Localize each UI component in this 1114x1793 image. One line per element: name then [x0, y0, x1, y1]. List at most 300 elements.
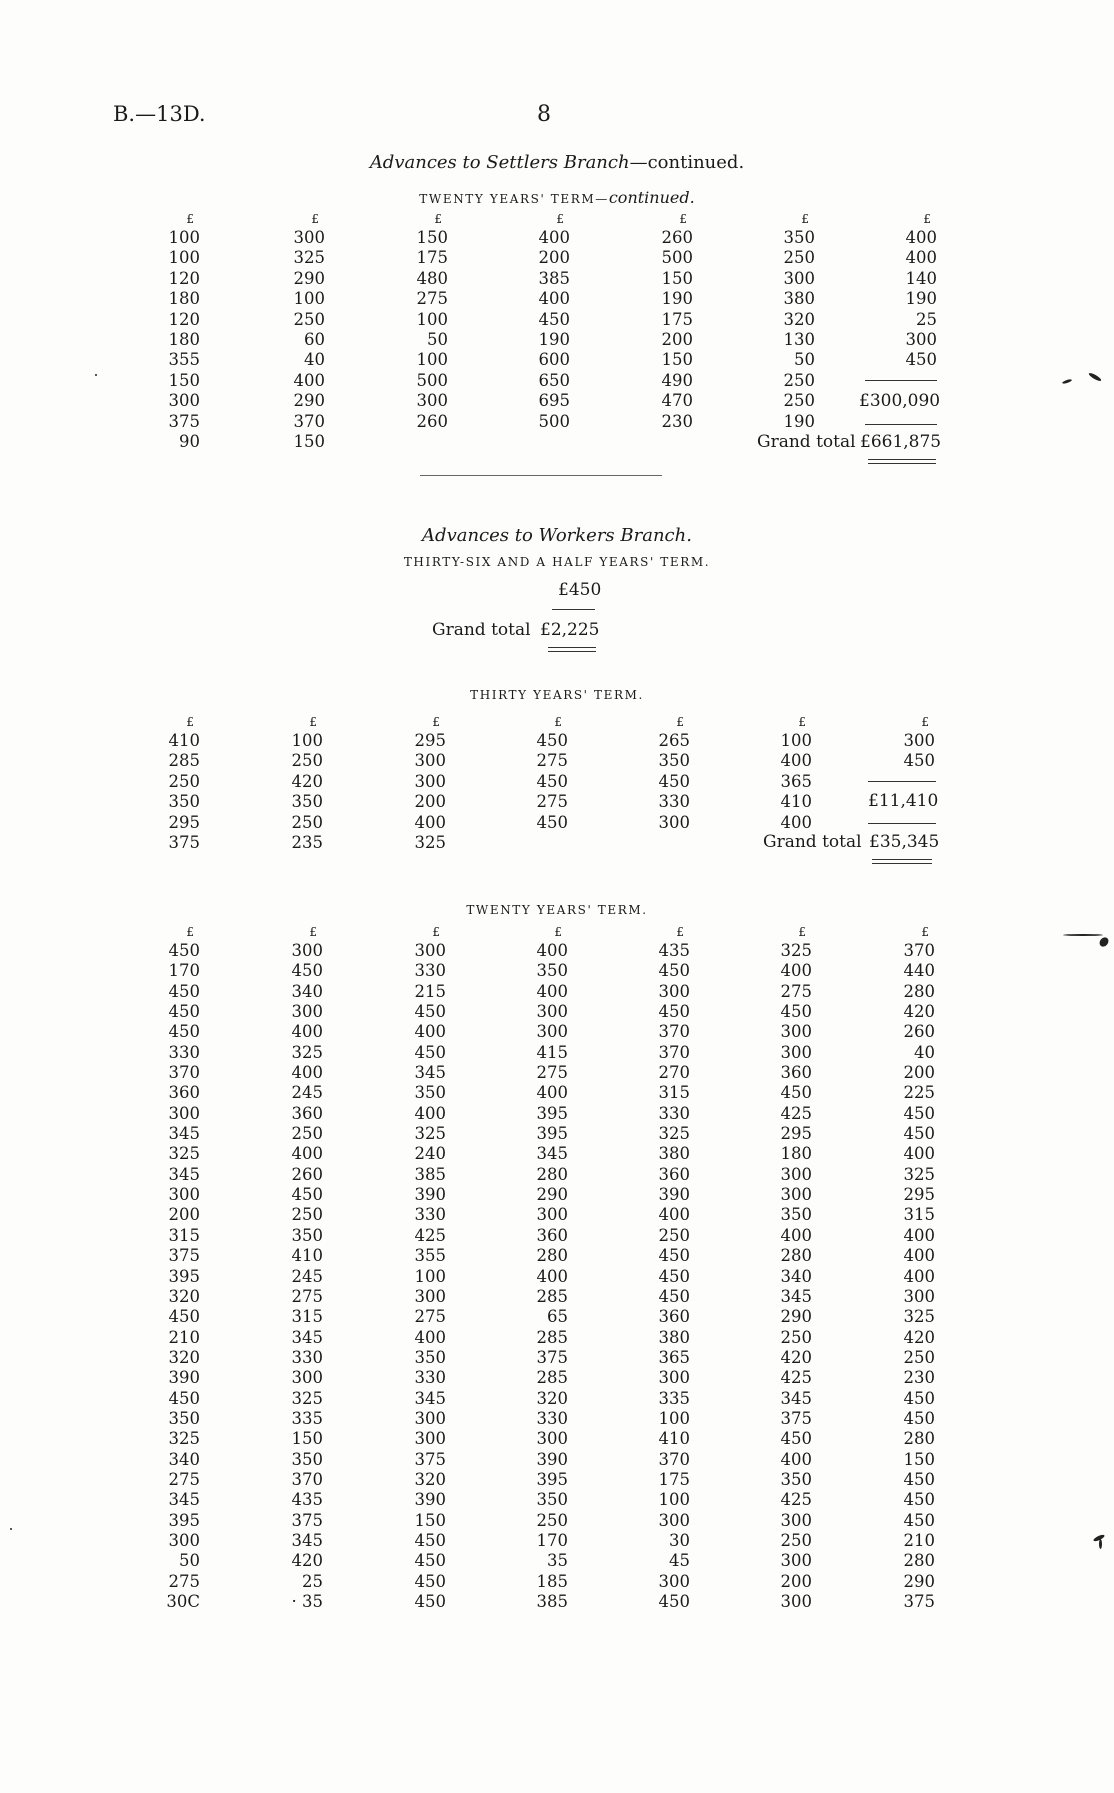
amount-cell: 375 [168, 1246, 200, 1266]
amount-cell: 450 [658, 1002, 690, 1022]
amount-cell: 250 [536, 1510, 568, 1530]
amount-cell: 265 [658, 731, 690, 750]
amount-column [845, 926, 935, 1612]
scan-mark [1088, 372, 1102, 382]
amount-cell: 300 [414, 1286, 446, 1306]
amount-cell: 230 [903, 1368, 935, 1388]
amount-cell: 400 [903, 1266, 935, 1286]
amount-cell: 250 [783, 370, 815, 390]
amount-cell: 385 [414, 1164, 446, 1184]
amount-cell: 360 [780, 1063, 812, 1083]
amount-cell: 150 [661, 268, 693, 288]
amount-column [110, 716, 200, 853]
amount-cell: 175 [416, 248, 448, 268]
amount-cell: 120 [168, 268, 200, 288]
scan-mark [1063, 934, 1103, 936]
amount-cell: 325 [658, 1124, 690, 1144]
amount-cell: 350 [414, 1083, 446, 1103]
amount-cell: 300 [905, 329, 937, 349]
amount-cell: 320 [168, 1347, 200, 1367]
amount-column [478, 926, 568, 1612]
amount-cell: 330 [536, 1408, 568, 1428]
amount-cell: 300 [293, 228, 325, 247]
amount-cell: 290 [780, 1307, 812, 1327]
amount-cell: 450 [780, 1002, 812, 1022]
amount-cell: 190 [905, 289, 937, 309]
thirty-six-amount: £450 [558, 580, 602, 600]
amount-cell: 275 [416, 289, 448, 309]
amount-cell: 470 [661, 391, 693, 411]
amount-cell: 450 [168, 1002, 200, 1022]
amount-cell: 325 [903, 1164, 935, 1184]
amount-cell: 335 [658, 1388, 690, 1408]
workers-grand-total-2: £35,345 [869, 832, 940, 852]
amount-cell: 280 [780, 1246, 812, 1266]
amount-cell: 150 [416, 228, 448, 247]
amount-cell: 450 [658, 771, 690, 791]
amount-cell: 300 [291, 941, 323, 960]
thirty-subtotal: £11,410 [868, 791, 939, 811]
amount-cell: 450 [903, 1124, 935, 1144]
grand-total-double-rule [548, 647, 596, 652]
amount-cell: 320 [536, 1388, 568, 1408]
amount-cell: 390 [658, 1185, 690, 1205]
amount-cell: 370 [658, 1022, 690, 1042]
amount-cell: 130 [783, 329, 815, 349]
amount-cell: 200 [661, 329, 693, 349]
amount-cell: 325 [414, 832, 446, 852]
amount-cell: 350 [536, 1490, 568, 1510]
amount-cell: 450 [658, 1592, 690, 1611]
amount-column [847, 213, 937, 371]
amount-cell: 410 [780, 792, 812, 812]
amount-cell: 290 [536, 1185, 568, 1205]
scan-mark [1099, 1539, 1102, 1549]
amount-cell: 600 [538, 350, 570, 370]
amount-cell: 280 [903, 981, 935, 1001]
amount-cell: 315 [658, 1083, 690, 1103]
amount-cell: 100 [416, 350, 448, 370]
amount-cell: 400 [536, 981, 568, 1001]
amount-cell: 300 [168, 1530, 200, 1550]
section-divider [420, 475, 662, 476]
amount-column [110, 926, 200, 1612]
amount-cell: 450 [414, 1592, 446, 1611]
amount-cell: 400 [414, 1103, 446, 1123]
amount-cell: 355 [168, 350, 200, 370]
amount-cell: 300 [416, 391, 448, 411]
amount-cell: 450 [536, 812, 568, 832]
amount-cell: 335 [291, 1408, 323, 1428]
amount-cell: 330 [414, 1205, 446, 1225]
amount-cell: 400 [903, 1225, 935, 1245]
section-title-workers: Advances to Workers Branch. [422, 525, 692, 546]
amount-cell: 295 [903, 1185, 935, 1205]
workers-grand-total-label-2: Grand total [763, 832, 862, 852]
amount-cell: 215 [414, 981, 446, 1001]
amount-cell: 340 [168, 1449, 200, 1469]
amount-cell: 250 [291, 1205, 323, 1225]
amount-cell: 650 [538, 370, 570, 390]
amount-cell: 300 [780, 1164, 812, 1184]
amount-cell: 300 [414, 941, 446, 960]
amount-cell: 325 [291, 1042, 323, 1062]
amount-cell: 390 [414, 1490, 446, 1510]
amount-cell: 300 [414, 1429, 446, 1449]
amount-cell: 35 [547, 1551, 568, 1571]
amount-cell: 295 [168, 812, 200, 832]
amount-cell: 360 [536, 1225, 568, 1245]
scan-mark [10, 1528, 12, 1530]
amount-cell: 315 [903, 1205, 935, 1225]
amount-cell: 420 [780, 1347, 812, 1367]
currency-symbol: £ [921, 715, 929, 729]
amount-cell: 400 [538, 289, 570, 309]
amount-cell: 380 [783, 289, 815, 309]
amount-cell: 245 [291, 1083, 323, 1103]
amount-cell: 345 [414, 1388, 446, 1408]
amount-cell: 350 [658, 751, 690, 771]
amount-column [722, 716, 812, 833]
amount-cell: 360 [168, 1083, 200, 1103]
amount-cell: 250 [658, 1225, 690, 1245]
amount-cell: 450 [903, 1469, 935, 1489]
amount-cell: 400 [536, 1083, 568, 1103]
amount-cell: 410 [658, 1429, 690, 1449]
amount-cell: 365 [658, 1347, 690, 1367]
currency-symbol: £ [676, 925, 684, 939]
amount-cell: 395 [536, 1124, 568, 1144]
currency-symbol: £ [921, 925, 929, 939]
currency-symbol: £ [554, 715, 562, 729]
amount-cell: 410 [291, 1246, 323, 1266]
amount-cell: 100 [168, 228, 200, 247]
section-subtitle-thirty-six: THIRTY-SIX AND A HALF YEARS' TERM. [403, 555, 711, 569]
amount-cell: 450 [903, 1510, 935, 1530]
amount-cell: 275 [780, 981, 812, 1001]
amount-cell: 370 [168, 1063, 200, 1083]
amount-cell: 350 [414, 1347, 446, 1367]
amount-cell: 185 [536, 1571, 568, 1591]
amount-cell: 290 [293, 391, 325, 411]
subtotal-rule [868, 823, 936, 824]
amount-cell: 375 [168, 832, 200, 852]
amount-cell: 400 [780, 1225, 812, 1245]
amount-column [722, 926, 812, 1612]
amount-cell: 200 [168, 1205, 200, 1225]
amount-cell: 300 [780, 1042, 812, 1062]
amount-cell: 300 [291, 1002, 323, 1022]
amount-cell: 325 [293, 248, 325, 268]
amount-cell: 375 [414, 1449, 446, 1469]
currency-symbol: £ [556, 212, 564, 226]
amount-cell: 60 [304, 329, 325, 349]
amount-cell: 25 [916, 309, 937, 329]
amount-cell: 365 [780, 771, 812, 791]
amount-cell: 450 [780, 1429, 812, 1449]
amount-cell: 450 [903, 751, 935, 771]
amount-cell: 375 [780, 1408, 812, 1428]
amount-cell: 275 [291, 1286, 323, 1306]
scan-mark [95, 374, 97, 376]
amount-cell: 400 [780, 812, 812, 832]
amount-cell: 40 [304, 350, 325, 370]
amount-column [603, 213, 693, 432]
amount-cell: 350 [780, 1469, 812, 1489]
amount-cell: 450 [658, 1286, 690, 1306]
amount-cell: 100 [293, 289, 325, 309]
amount-cell: 450 [168, 981, 200, 1001]
amount-cell: 370 [658, 1042, 690, 1062]
amount-cell: 315 [291, 1307, 323, 1327]
amount-cell: 285 [536, 1327, 568, 1347]
amount-cell: 300 [168, 1103, 200, 1123]
workers-grand-total-1: £2,225 [540, 620, 600, 640]
amount-cell: 375 [168, 411, 200, 431]
amount-cell: 150 [414, 1510, 446, 1530]
amount-cell: 30C [166, 1592, 200, 1611]
amount-cell: 300 [658, 1571, 690, 1591]
currency-symbol: £ [798, 925, 806, 939]
settlers-grand-total: £661,875 [860, 432, 942, 452]
amount-cell: 400 [780, 751, 812, 771]
amount-cell: 210 [903, 1530, 935, 1550]
amount-cell: 350 [291, 1225, 323, 1245]
section-subtitle-thirty: THIRTY YEARS' TERM. [470, 688, 644, 702]
amount-cell: 425 [780, 1368, 812, 1388]
amount-cell: 350 [536, 961, 568, 981]
amount-cell: 350 [168, 792, 200, 812]
amount-cell: 180 [780, 1144, 812, 1164]
amount-cell: 250 [780, 1530, 812, 1550]
amount-cell: 450 [903, 1490, 935, 1510]
amount-cell: 440 [903, 961, 935, 981]
amount-cell: 190 [538, 329, 570, 349]
amount-cell: 375 [536, 1347, 568, 1367]
amount-cell: 120 [168, 309, 200, 329]
amount-cell: 275 [168, 1469, 200, 1489]
section-title-settlers [0, 152, 1114, 173]
amount-cell: 400 [780, 1449, 812, 1469]
amount-column [356, 716, 446, 853]
currency-symbol: £ [679, 212, 687, 226]
amount-cell: 325 [780, 941, 812, 960]
amount-cell: 280 [903, 1429, 935, 1449]
amount-cell: 170 [168, 961, 200, 981]
amount-cell: 300 [536, 1022, 568, 1042]
amount-cell: 275 [536, 792, 568, 812]
page-number: 8 [537, 102, 551, 127]
subtotal-rule [552, 609, 595, 610]
amount-cell: 25 [302, 1571, 323, 1591]
amount-cell: 230 [661, 411, 693, 431]
amount-cell: 370 [658, 1449, 690, 1469]
amount-cell: 100 [658, 1490, 690, 1510]
amount-cell: 360 [658, 1307, 690, 1327]
amount-cell: 275 [168, 1571, 200, 1591]
amount-column [600, 926, 690, 1612]
amount-cell: 290 [293, 268, 325, 288]
amount-cell: 450 [414, 1551, 446, 1571]
currency-symbol: £ [554, 925, 562, 939]
currency-symbol: £ [801, 212, 809, 226]
amount-cell: 140 [905, 268, 937, 288]
amount-cell: 385 [538, 268, 570, 288]
amount-cell: 400 [414, 1327, 446, 1347]
amount-column [233, 926, 323, 1612]
document-reference: B.—13D. [113, 102, 206, 126]
settlers-grand-total-label: Grand total [757, 432, 856, 452]
amount-column [600, 716, 690, 833]
amount-cell: 325 [903, 1307, 935, 1327]
amount-cell: 300 [780, 1510, 812, 1530]
amount-column [358, 213, 448, 432]
amount-cell: 180 [168, 289, 200, 309]
settlers-title: Advances to Settlers Branch [369, 152, 630, 173]
amount-cell: 300 [783, 268, 815, 288]
amount-cell: 325 [168, 1429, 200, 1449]
amount-cell: 390 [168, 1368, 200, 1388]
amount-cell: 210 [168, 1327, 200, 1347]
amount-cell: 175 [658, 1469, 690, 1489]
amount-cell: 330 [414, 961, 446, 981]
settlers-subtotal: £300,090 [859, 391, 941, 411]
amount-cell: 250 [291, 812, 323, 832]
amount-cell: 325 [291, 1388, 323, 1408]
workers-grand-total-label-1: Grand total [432, 620, 531, 640]
amount-cell: 325 [168, 1144, 200, 1164]
amount-cell: 285 [536, 1368, 568, 1388]
amount-cell: 250 [783, 248, 815, 268]
grand-total-double-rule [872, 859, 932, 864]
amount-cell: 375 [291, 1510, 323, 1530]
amount-cell: 500 [416, 370, 448, 390]
amount-cell: 65 [547, 1307, 568, 1327]
amount-cell: 450 [414, 1042, 446, 1062]
amount-cell: 345 [168, 1124, 200, 1144]
currency-symbol: £ [186, 925, 194, 939]
amount-column [480, 213, 570, 432]
amount-cell: 395 [536, 1469, 568, 1489]
amount-cell: 260 [291, 1164, 323, 1184]
amount-cell: 250 [293, 309, 325, 329]
amount-cell: 450 [903, 1408, 935, 1428]
amount-cell: 250 [291, 751, 323, 771]
amount-cell: 695 [538, 391, 570, 411]
currency-symbol: £ [309, 715, 317, 729]
currency-symbol: £ [432, 715, 440, 729]
amount-cell: 355 [414, 1246, 446, 1266]
amount-cell: 400 [658, 1205, 690, 1225]
amount-cell: 400 [414, 1022, 446, 1042]
amount-cell: 100 [416, 309, 448, 329]
amount-cell: 300 [780, 1551, 812, 1571]
scan-mark [1098, 936, 1111, 949]
amount-cell: 330 [414, 1368, 446, 1388]
amount-cell: 345 [780, 1388, 812, 1408]
amount-cell: 375 [903, 1592, 935, 1611]
currency-symbol: £ [432, 925, 440, 939]
amount-cell: 400 [536, 1266, 568, 1286]
amount-cell: 300 [780, 1022, 812, 1042]
currency-symbol: £ [311, 212, 319, 226]
amount-cell: 300 [780, 1185, 812, 1205]
amount-cell: 385 [536, 1592, 568, 1611]
amount-cell: 170 [536, 1530, 568, 1550]
amount-cell: 420 [291, 1551, 323, 1571]
amount-cell: 350 [783, 228, 815, 247]
currency-symbol: £ [798, 715, 806, 729]
settlers-subtitle-suffix: continued. [608, 188, 695, 207]
amount-cell: 240 [414, 1144, 446, 1164]
amount-cell: 45 [669, 1551, 690, 1571]
amount-cell: 450 [905, 350, 937, 370]
amount-cell: 395 [168, 1510, 200, 1530]
amount-cell: 295 [780, 1124, 812, 1144]
amount-cell: 450 [168, 941, 200, 960]
amount-cell: 400 [903, 1144, 935, 1164]
amount-cell: 300 [536, 1429, 568, 1449]
amount-cell: 330 [658, 1103, 690, 1123]
amount-cell: 410 [168, 731, 200, 750]
amount-cell: 330 [658, 792, 690, 812]
amount-cell: 415 [536, 1042, 568, 1062]
amount-cell: 450 [658, 1246, 690, 1266]
amount-cell: 320 [783, 309, 815, 329]
amount-cell: 420 [903, 1002, 935, 1022]
amount-cell: 425 [780, 1103, 812, 1123]
amount-column [478, 716, 568, 833]
amount-cell: 400 [293, 370, 325, 390]
amount-cell: 300 [414, 751, 446, 771]
amount-cell: 290 [903, 1571, 935, 1591]
amount-cell: 345 [291, 1530, 323, 1550]
amount-cell: 380 [658, 1144, 690, 1164]
amount-cell: 300 [536, 1002, 568, 1022]
settlers-title-suffix: —continued. [629, 152, 745, 173]
amount-cell: 200 [903, 1063, 935, 1083]
amount-cell: 150 [168, 370, 200, 390]
amount-cell: 330 [291, 1347, 323, 1367]
amount-cell: 285 [536, 1286, 568, 1306]
amount-cell: 450 [414, 1571, 446, 1591]
amount-column [233, 716, 323, 853]
amount-cell: 350 [291, 1449, 323, 1469]
subtotal-rule [865, 424, 937, 425]
amount-cell: 435 [658, 941, 690, 960]
amount-cell: 350 [780, 1205, 812, 1225]
amount-cell: 400 [780, 961, 812, 981]
amount-cell: 50 [794, 350, 815, 370]
section-subtitle-twenty: TWENTY YEARS' TERM. [466, 903, 648, 917]
amount-cell: 450 [168, 1307, 200, 1327]
amount-cell: 275 [536, 751, 568, 771]
amount-cell: 50 [179, 1551, 200, 1571]
amount-cell: 300 [903, 1286, 935, 1306]
amount-cell: 450 [291, 1185, 323, 1205]
amount-cell: 300 [291, 1368, 323, 1388]
amount-cell: 450 [903, 1103, 935, 1123]
amount-cell: 300 [414, 771, 446, 791]
amount-cell: 395 [536, 1103, 568, 1123]
amount-cell: 200 [780, 1571, 812, 1591]
amount-cell: 450 [536, 771, 568, 791]
amount-cell: 340 [780, 1266, 812, 1286]
amount-cell: 395 [168, 1266, 200, 1286]
amount-cell: 300 [658, 1368, 690, 1388]
amount-cell: 150 [903, 1449, 935, 1469]
amount-cell: 400 [538, 228, 570, 247]
